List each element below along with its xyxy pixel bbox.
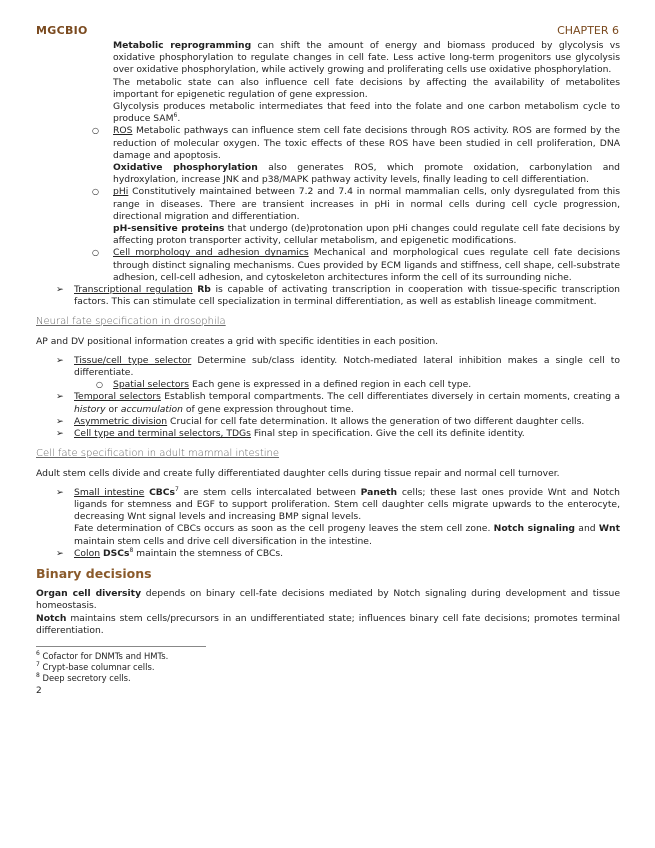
header-right: CHAPTER 6 [557, 24, 619, 37]
neural-item-end: of gene expression throughout time. [182, 403, 354, 415]
footnote-number: 7 [36, 661, 40, 669]
neural-item-title: Spatial selectors [113, 379, 190, 391]
footnote-8 [36, 673, 620, 684]
oxphos-paragraph [36, 162, 620, 186]
footnote-6 [36, 651, 620, 662]
metabolic-p3-text: Glycolysis produces metabolic intermediates that feed into the folate and one carbon metabolism cycle to produce SAM [113, 101, 620, 125]
morphology-title: Cell morphology and adhesion dynamics [113, 247, 309, 259]
cbc-fate-text-b: and [575, 523, 599, 535]
page-number: 2 [36, 685, 42, 696]
ph-proteins-term: pH-sensitive proteins [113, 223, 225, 235]
neural-item-title: Asymmetric division [74, 415, 168, 427]
header-left: MGCBIO [36, 24, 88, 37]
metabolic-text: can shift the amount of energy and biomass produced by glycolysis vs oxidative phosphorylation to regulate changes in cell fate. Less active long-term progenitors use glycolysis over oxidative phosphorylation, while actively growing and proliferating cells use oxidative phosphorylation. [113, 40, 621, 76]
footnote-7 [36, 662, 620, 673]
dsc-term: DSCs [102, 547, 130, 559]
notch-paragraph [36, 613, 620, 637]
ros-text: Metabolic pathways can influence stem cell fate decisions through ROS activity. ROS are formed by the reduction of molecular oxygen. The toxic effects of these ROS have been studied in cell proliferation, DNA damage and apoptosis. [113, 125, 620, 161]
metabolic-paragraph-2: The metabolic state can also influence cell fate decisions by affecting the availability of metabolites important for epigenetic regulation of gene expression. [113, 76, 620, 100]
binary-decisions-heading: Binary decisions [36, 565, 152, 581]
neural-item-title: Temporal selectors [74, 391, 161, 403]
neural-item-asymmetric-division [36, 416, 620, 428]
metabolic-paragraph [36, 40, 620, 77]
dsc-title: Colon [74, 547, 101, 559]
morphology-item [36, 247, 620, 284]
footnote-text: Crypt-base columnar cells. [39, 661, 155, 672]
dsc-item [36, 548, 620, 560]
footnote-ref-6[interactable]: 6 [173, 112, 178, 120]
cbc-title: Small intestine [74, 486, 145, 498]
neural-item-title: Cell type and terminal selectors, TDGs [74, 428, 251, 440]
history-italic: history [74, 403, 106, 415]
ph-proteins-paragraph [36, 223, 620, 247]
oxphos-term: Oxidative phosphorylation [113, 162, 258, 174]
metabolic-paragraph-3 [36, 101, 620, 125]
neural-item-text: Establish temporal compartments. The cell differentiates diversely in certain moments, creating a [160, 391, 621, 403]
metabolic-term: Metabolic reprogramming [113, 40, 252, 51]
cbc-term: CBCs [149, 486, 176, 498]
neural-item-mid: or [105, 403, 121, 415]
notch-term: Notch [36, 612, 67, 624]
footnote-divider [36, 646, 206, 647]
phi-text: Constitutively maintained between 7.2 and 7.4 in normal mammalian cells, only dysregulated from this range in diseases. There are transient increases in pHi in normal cells during cell cycle progression, directional migration and differentiation. [113, 186, 620, 222]
organ-diversity-paragraph [36, 588, 620, 612]
ph-proteins-text: that undergo (de)protonation upon pHi changes could regulate cell fate decisions by affecting proton transporter activity, cellular metabolism, and epigenetic modifications. [113, 223, 620, 247]
wnt-term: Wnt [598, 523, 620, 535]
notch-signaling-term: Notch signaling [493, 523, 575, 535]
neural-intro: AP and DV positional information creates a grid with specific identities in each position. [36, 335, 439, 347]
neural-item-text: Each gene is expressed in a defined region in each cell type. [189, 379, 472, 391]
phi-item [36, 186, 620, 223]
footnote-ref-7[interactable]: 7 [175, 485, 179, 493]
intestine-heading: Cell fate specification in adult mammal intestine [36, 448, 280, 460]
neural-item-spatial-selectors [36, 379, 620, 391]
neural-item-text: Crucial for cell fate determination. It allows the generation of two different daughter cells. [167, 415, 585, 427]
rb-term: Rb [197, 284, 211, 296]
organ-diversity-text: depends on binary cell-fate decisions mediated by Notch signaling during development and tissue homeostasis. [36, 588, 620, 612]
ros-item [36, 125, 620, 162]
cbc-fate-text-a: Fate determination of CBCs occurs as soon as the cell progeny leaves the stem cell zone. [74, 523, 494, 535]
phi-title: pHi [113, 186, 129, 198]
footnote-ref-8[interactable]: 8 [129, 546, 134, 554]
morphology-text: Mechanical and morphological cues regulate cell fate decisions through distinct signaling mechanisms. Cues provided by ECM ligands and stiffness, cell shape, cell-substrate adhesion, cell-cell adhesion, and cytoskeleton architectures inform the cell of its surrounding niche. [113, 247, 620, 283]
paneth-term: Paneth [360, 486, 398, 498]
cbc-fate-text-c: maintain stem cells and drive cell diversification in the intestine. [74, 535, 372, 547]
footnote-text: Deep secretory cells. [39, 672, 131, 683]
accumulation-italic: accumulation [120, 403, 183, 415]
neural-item-terminal-selectors [36, 428, 620, 440]
cbc-text-2: cells; these last ones provide Wnt and Notch ligands for stemness and EGF to support proliferation. Stem cell daughter cells migrate upwards to the enterocyte, decreasing Wnt signal levels and increasing BMP signal levels. [74, 486, 620, 523]
neural-item-title: Tissue/cell type selector [74, 354, 192, 366]
footnote-number: 6 [36, 650, 40, 658]
neural-heading: Neural fate specification in drosophila [36, 316, 226, 328]
footnote-number: 8 [36, 672, 40, 680]
neural-item-temporal-selectors [36, 391, 620, 415]
dsc-text: maintain the stemness of CBCs. [133, 547, 284, 559]
metabolic-p3-end: . [177, 113, 181, 125]
neural-item-text: Determine sub/class identity. Notch-mediated lateral inhibition makes a single cell to differentiate. [74, 354, 620, 379]
organ-diversity-term: Organ cell diversity [36, 588, 142, 600]
ros-title: ROS [113, 125, 133, 137]
transcr-title: Transcriptional regulation [74, 284, 193, 296]
cbc-item [36, 487, 620, 524]
document-body [36, 40, 620, 697]
notch-text: maintains stem cells/precursors in an undifferentiated state; influences binary cell fate decisions; promotes terminal differentiation. [36, 612, 620, 636]
neural-item-text: Final step in specification. Give the cell its definite identity. [250, 428, 525, 440]
neural-item-tissue-selector [36, 355, 620, 379]
transcr-text: is capable of activating transcription in cooperation with tissue-specific transcription factors. This can stimulate cell specialization in terminal differentiation, as well as establish lineage commitment. [74, 284, 621, 308]
intestine-intro: Adult stem cells divide and create fully differentiated daughter cells during tissue repair and normal cell turnover. [36, 467, 560, 479]
footnote-text: Cofactor for DNMTs and HMTs. [39, 650, 169, 661]
oxphos-text: also generates ROS, which promote oxidation, carbonylation and hydroxylation, increase JNK and p38/MAPK pathway activity levels, finally leading to cell differentiation. [113, 162, 620, 186]
cbc-fate-paragraph [36, 523, 620, 547]
transcriptional-regulation-item [36, 284, 620, 308]
cbc-text-1: are stem cells intercalated between [178, 486, 361, 498]
